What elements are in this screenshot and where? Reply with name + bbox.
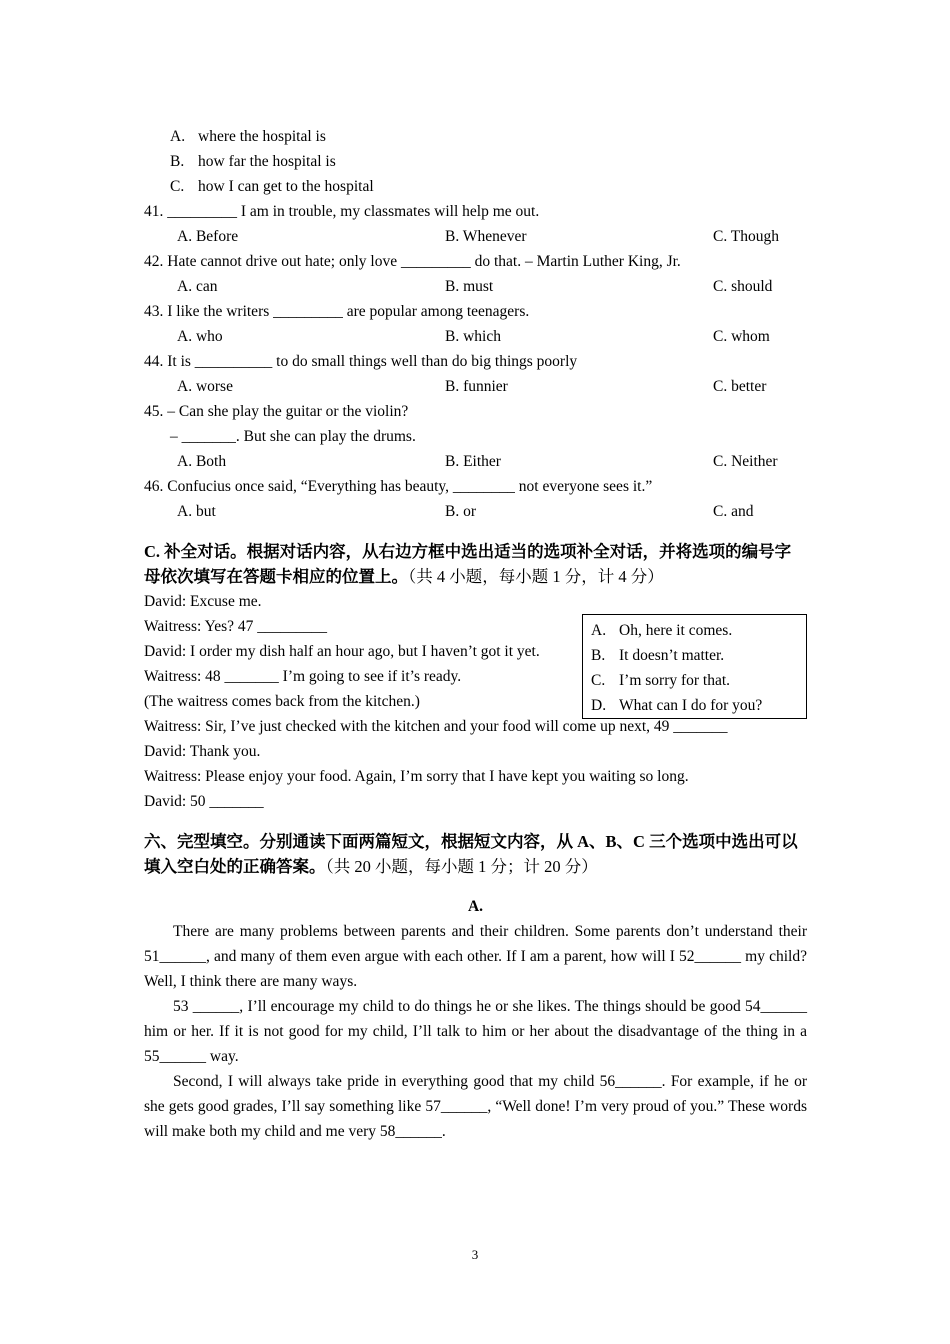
choice-a: A. who [177,328,223,345]
option-line: A. where the hospital is [170,128,326,145]
section-c-title-note: （共 4 小题，每小题 1 分，计 4 分） [408,567,664,586]
choice-a: A. Both [177,453,227,470]
question-stem: 41. _________ I am in trouble, my classmates will help me out. [144,203,540,220]
choice-a: A. Before [177,228,239,245]
choice-c: C. Neither [713,453,778,470]
option-line: C. how I can get to the hospital [170,178,374,195]
question-choices [144,374,807,399]
dialogue-line: Waitress: Yes? 47 _________ [144,618,328,635]
question-stem: 45. – Can she play the guitar or the violin? [144,403,409,420]
question-choices [144,499,807,524]
options-box [582,614,807,719]
passage-paragraph: There are many problems between parents and their children. Some parents don’t understand their 51______, and many of them even argue with each other. If I am a parent, how will I 52______ my child? Well, I think there are many ways. [144,923,807,990]
choice-b: B. or [445,503,476,520]
dialogue-line: Waitress: Please enjoy your food. Again, I’m sorry that I have kept you waiting so long. [144,768,689,785]
question-choices [144,449,807,474]
dialogue-line: David: I order my dish half an hour ago, but I haven’t got it yet. [144,643,540,660]
dialogue-line: Waitress: Sir, I’ve just checked with the kitchen and your food will come up next, 49 _______ [144,718,728,735]
question-stem: 44. It is __________ to do small things well than do big things poorly [144,353,578,370]
option-line: B. how far the hospital is [170,153,336,170]
choice-a: A. can [177,278,218,295]
box-option: B. It doesn’t matter. [591,647,725,664]
choice-b: B. funnier [445,378,508,395]
dialogue-line: David: Thank you. [144,743,261,760]
choice-c: C. better [713,378,767,395]
dialogue-line: David: 50 _______ [144,793,264,810]
dialogue [144,589,807,814]
question-stem-reply: – _______. But she can play the drums. [170,428,416,445]
box-option: D. What can I do for you? [591,697,763,714]
exam-page [144,124,807,1144]
choice-c: C. Though [713,228,780,245]
dialogue-line: David: Excuse me. [144,593,262,610]
dialogue-line: Waitress: 48 _______ I’m going to see if it’s ready. [144,668,462,685]
passage-paragraph: Second, I will always take pride in everything good that my child 56______. For example, if he or she gets good grades, I’ll say something like 57______, “Well done! I’m very proud of you.” These words will make both my child and me very 58______. [144,1073,807,1140]
choice-c: C. whom [713,328,770,345]
question-choices [144,274,807,299]
section-6-title-note: （共 20 小题，每小题 1 分；计 20 分） [325,857,598,876]
question-stem: 46. Confucius once said, “Everything has beauty, ________ not everyone sees it.” [144,478,653,495]
choice-b: B. Whenever [445,228,527,245]
choice-a: A. but [177,503,216,520]
passage-heading: A. [467,898,484,915]
question-stem: 42. Hate cannot drive out hate; only love _________ do that. – Martin Luther King, Jr. [144,253,681,270]
choice-b: B. must [445,278,494,295]
question-choices [144,224,807,249]
choice-b: B. Either [445,453,501,470]
section-6-title-bold: 六、完型填空。分别通读下面两篇短文，根据短文内容，从 A、B、C 三个选项中选出可以填入空白处的正确答案。 [144,832,798,876]
box-option: A. Oh, here it comes. [591,622,733,639]
section-c-title [144,539,807,589]
dialogue-line: (The waitress comes back from the kitchen.) [144,693,420,710]
choice-b: B. which [445,328,501,345]
choice-a: A. worse [177,378,233,395]
question-stem: 43. I like the writers _________ are popular among teenagers. [144,303,530,320]
section-6-title [144,829,807,879]
page-number: 3 [471,1247,479,1262]
box-option: C. I’m sorry for that. [591,672,731,689]
choice-c: C. and [713,503,754,520]
choice-c: C. should [713,278,773,295]
section-c-title-bold: C. 补全对话。根据对话内容，从右边方框中选出适当的选项补全对话，并将选项的编号字母依次填写在答题卡相应的位置上。 [144,542,792,586]
passage-paragraph: 53 ______, I’ll encourage my child to do things he or she likes. The things should be good 54______ him or her. If it is not good for my child, I’ll talk to him or her about the disadvantage of the thing in a 55______ way. [144,998,807,1065]
question-choices [144,324,807,349]
